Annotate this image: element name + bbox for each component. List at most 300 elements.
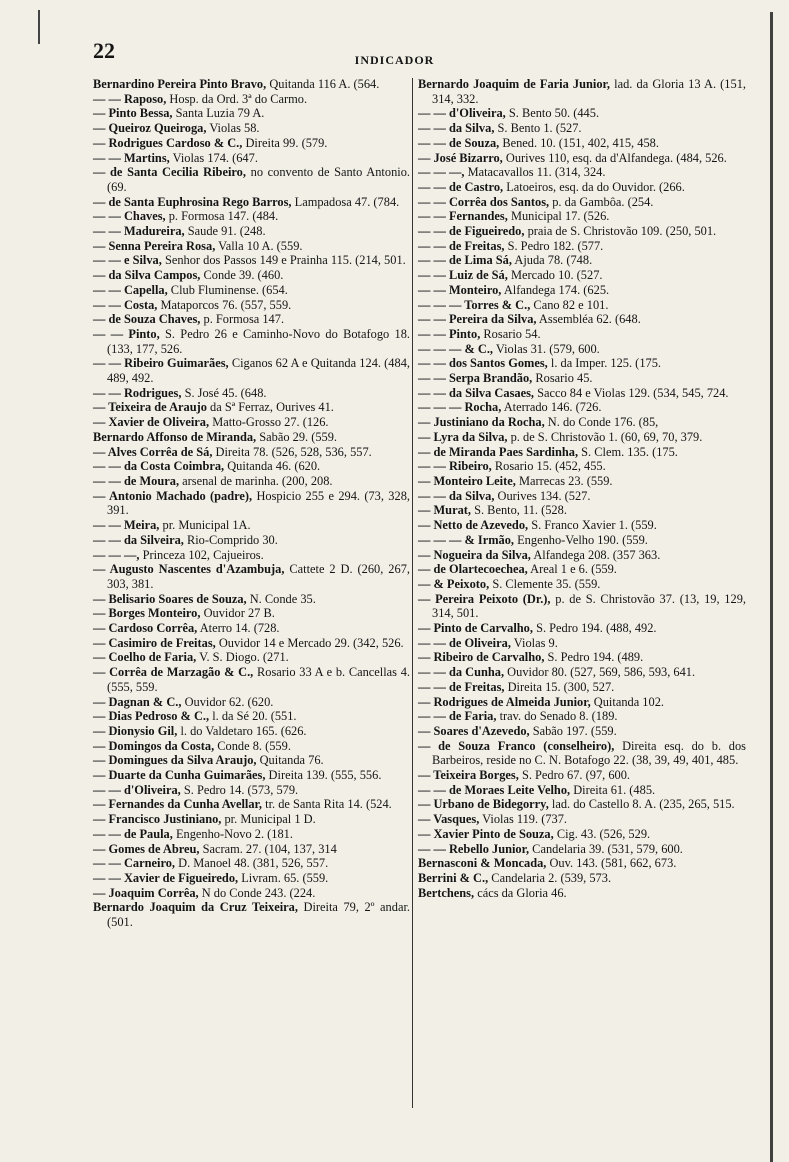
- directory-entry: [93, 327, 410, 356]
- entry-address: Bened. 10. (151, 402, 415, 458.: [499, 135, 659, 150]
- entry-address: p. Formosa 147.: [200, 312, 285, 327]
- entry-address: l. da Sé 20. (551.: [209, 709, 297, 724]
- entry-address: Matacavallos 11. (314, 324.: [464, 165, 606, 180]
- directory-entry: [418, 400, 746, 415]
- directory-entry: [93, 474, 410, 489]
- directory-entry: [418, 827, 746, 842]
- directory-entry: [418, 739, 746, 768]
- entry-name: — — de Freitas,: [418, 679, 505, 694]
- entry-name: — Pereira Peixoto (Dr.),: [418, 591, 551, 606]
- directory-entry: [93, 871, 410, 886]
- entry-address: N. do Conde 176. (85,: [544, 415, 659, 430]
- directory-entry: [93, 151, 410, 166]
- entry-name: — — de Moura,: [93, 473, 180, 488]
- entry-address: S. Bento 1. (527.: [494, 121, 582, 136]
- entry-address: Saude 91. (248.: [184, 224, 266, 239]
- directory-entry: [93, 136, 410, 151]
- directory-entry: [418, 312, 746, 327]
- directory-entry: [418, 371, 746, 386]
- entry-name: — Alves Corrêa de Sá,: [93, 444, 213, 459]
- directory-entry: [418, 636, 746, 651]
- entry-name: — — — Torres & C.,: [418, 297, 531, 312]
- directory-entry: [418, 151, 746, 166]
- entry-name: — Gomes de Abreu,: [93, 841, 200, 856]
- entry-address: Ouv. 143. (581, 662, 673.: [546, 856, 677, 871]
- directory-entry: [93, 92, 410, 107]
- directory-entry: [93, 253, 410, 268]
- entry-address: p. da Gambôa. (254.: [549, 194, 654, 209]
- entry-name: — Soares d'Azevedo,: [418, 723, 530, 738]
- directory-entry: [93, 356, 410, 385]
- entry-name: Bertchens,: [418, 885, 475, 900]
- entry-name: — Corrêa de Marzagão & C.,: [93, 665, 254, 680]
- entry-address: Sacram. 27. (104, 137, 314: [199, 841, 337, 856]
- entry-address: Violas 119. (737.: [479, 812, 568, 827]
- entry-address: Violas 31. (579, 600.: [493, 341, 600, 356]
- directory-entry: [93, 827, 410, 842]
- entry-address: Direita 15. (300, 527.: [504, 679, 615, 694]
- directory-entry: [418, 797, 746, 812]
- entry-address: p. de S. Christovão 37. (13, 19, 129, 314, 501.: [432, 591, 746, 621]
- directory-entry: [93, 489, 410, 518]
- entry-name: — Coelho de Faria,: [93, 650, 197, 665]
- directory-entry: [418, 503, 746, 518]
- entry-address: Candelaria 39. (531, 579, 600.: [529, 841, 683, 856]
- directory-entry: [418, 298, 746, 313]
- page-edge-rule: [770, 12, 773, 1162]
- entry-name: — Monteiro Leite,: [418, 473, 516, 488]
- entry-name: — Justiniano da Rocha,: [418, 415, 545, 430]
- directory-entry: [93, 77, 410, 92]
- entry-name: — Xavier de Oliveira,: [93, 415, 210, 430]
- directory-entry: [93, 650, 410, 665]
- entry-name: — — — Rocha,: [418, 400, 502, 415]
- directory-entry: [93, 606, 410, 621]
- entry-name: — Teixeira de Araujo: [93, 400, 207, 415]
- entry-address: lad. do Castello 8. A. (235, 265, 515.: [548, 797, 735, 812]
- directory-entry: [418, 724, 746, 739]
- directory-entry: [418, 209, 746, 224]
- directory-entry: [418, 665, 746, 680]
- entry-address: S. Clemente 35. (559.: [489, 576, 601, 591]
- entry-address: Candelaria 2. (539, 573.: [488, 870, 612, 885]
- entry-name: — — da Silva Casaes,: [418, 385, 535, 400]
- entry-name: — Borges Monteiro,: [93, 606, 201, 621]
- entry-name: — Belisario Soares de Souza,: [93, 591, 247, 606]
- entry-name: — — de Lima Sá,: [418, 253, 512, 268]
- directory-entry: [418, 812, 746, 827]
- directory-entry: [93, 592, 410, 607]
- directory-entry: [418, 680, 746, 695]
- entry-name: — Duarte da Cunha Guimarães,: [93, 768, 266, 783]
- entry-address: S. Pedro 14. (573, 579.: [180, 782, 299, 797]
- directory-entry: [93, 548, 410, 563]
- entry-address: Direita 139. (555, 556.: [265, 768, 382, 783]
- directory-entry: [418, 342, 746, 357]
- directory-entry: [93, 121, 410, 136]
- directory-entry: [93, 415, 410, 430]
- entry-address: Livram. 65. (559.: [238, 870, 329, 885]
- directory-entry: [418, 709, 746, 724]
- directory-entry: [93, 386, 410, 401]
- directory-entry: [93, 400, 410, 415]
- entry-name: — de Souza Chaves,: [93, 312, 201, 327]
- entry-name: — — de Freitas,: [418, 238, 505, 253]
- directory-entry: [93, 445, 410, 460]
- entry-name: — — da Silva,: [418, 121, 495, 136]
- directory-entry: [418, 283, 746, 298]
- entry-name: — Domingos da Costa,: [93, 738, 215, 753]
- entry-address: pr. Municipal 1A.: [159, 518, 251, 533]
- entry-name: — — Monteiro,: [418, 282, 502, 297]
- entry-name: — — —,: [93, 547, 140, 562]
- entry-address: Latoeiros, esq. da do Ouvidor. (266.: [503, 179, 685, 194]
- entry-address: N. Conde 35.: [246, 591, 316, 606]
- directory-entry: [418, 518, 746, 533]
- entry-address: Municipal 17. (526.: [507, 209, 610, 224]
- entry-name: — Francisco Justiniano,: [93, 812, 222, 827]
- entry-address: trav. do Senado 8. (189.: [496, 709, 618, 724]
- entry-name: Bernardo Affonso de Miranda,: [93, 429, 257, 444]
- entry-address: S. Franco Xavier 1. (559.: [528, 518, 657, 533]
- directory-entry: [93, 797, 410, 812]
- entry-name: — — —,: [418, 165, 465, 180]
- entry-name: — Vasques,: [418, 812, 480, 827]
- directory-entry: [418, 695, 746, 710]
- directory-entry: [418, 121, 746, 136]
- entry-address: Hosp. da Ord. 3ª do Carmo.: [166, 91, 308, 106]
- entry-address: Engenho-Velho 190. (559.: [514, 532, 648, 547]
- directory-entry: [93, 783, 410, 798]
- entry-address: Alfandega 208. (357 363.: [530, 547, 661, 562]
- entry-address: Ouvidor 80. (527, 569, 586, 593, 641.: [504, 665, 696, 680]
- entry-name: Bernardo Joaquim de Faria Junior,: [418, 77, 610, 91]
- entry-name: — Casimiro de Freitas,: [93, 635, 216, 650]
- entry-address: Direita 78. (526, 528, 536, 557.: [212, 444, 372, 459]
- entry-name: — — Carneiro,: [93, 856, 176, 871]
- entry-name: — — Pereira da Silva,: [418, 312, 537, 327]
- entry-name: — — d'Oliveira,: [93, 782, 181, 797]
- entry-name: — Ribeiro de Carvalho,: [418, 650, 545, 665]
- entry-name: — Augusto Nascentes d'Azambuja,: [93, 562, 285, 577]
- entry-address: S. Bento, 11. (528.: [471, 503, 567, 518]
- entry-address: Sacco 84 e Violas 129. (534, 545, 724.: [534, 385, 729, 400]
- directory-entry: [93, 812, 410, 827]
- entry-name: — — Costa,: [93, 297, 158, 312]
- directory-entry: [418, 886, 746, 901]
- entry-address: Cattete 2 D. (260, 267, 303, 381.: [107, 562, 410, 591]
- entry-address: Sabão 197. (559.: [529, 723, 617, 738]
- margin-mark: [38, 10, 40, 44]
- entry-name: — — Ribeiro,: [418, 459, 492, 474]
- entry-address: Violas 9.: [510, 635, 558, 650]
- directory-entry: [93, 239, 410, 254]
- entry-address: Sabão 29. (559.: [256, 429, 338, 444]
- entry-address: p. de S. Christovão 1. (60, 69, 70, 379.: [507, 429, 703, 444]
- directory-entry: [93, 856, 410, 871]
- directory-entry: [418, 77, 746, 106]
- entry-address: S. Bento 50. (445.: [505, 106, 600, 121]
- entry-address: Ourives 134. (527.: [494, 488, 591, 503]
- entry-name: — — de Castro,: [418, 179, 504, 194]
- entry-address: Rosario 15. (452, 455.: [491, 459, 606, 474]
- entry-address: N do Conde 243. (224.: [198, 885, 316, 900]
- entry-address: Conde 8. (559.: [214, 738, 291, 753]
- entry-name: — — — & C.,: [418, 341, 494, 356]
- directory-entry: [418, 445, 746, 460]
- entry-name: — Pinto de Carvalho,: [418, 621, 533, 636]
- directory-entry: [93, 195, 410, 210]
- directory-entry: [418, 327, 746, 342]
- entry-name: — — Martins,: [93, 150, 170, 165]
- entry-name: — — da Silveira,: [93, 532, 184, 547]
- entry-name: — — Fernandes,: [418, 209, 508, 224]
- directory-entry: [93, 430, 410, 445]
- directory-entry: [93, 739, 410, 754]
- entry-address: Rosario 54.: [480, 326, 541, 341]
- entry-address: Ouvidor 14 e Mercado 29. (342, 526.: [215, 635, 404, 650]
- directory-entry: [93, 165, 410, 194]
- directory-entry: [418, 106, 746, 121]
- entry-name: — — Serpa Brandão,: [418, 371, 533, 386]
- entry-address: Rosario 33 A e b. Cancellas 4. (555, 559.: [107, 665, 411, 694]
- entry-address: da Sª Ferraz, Ourives 41.: [206, 400, 334, 415]
- entry-address: S. Pedro 194. (489.: [544, 650, 644, 665]
- entry-name: — Nogueira da Silva,: [418, 547, 531, 562]
- entry-address: Direita 79, 2º andar. (501.: [107, 900, 410, 930]
- entry-address: cács da Gloria 46.: [474, 885, 567, 900]
- entry-address: Mercado 10. (527.: [507, 268, 603, 283]
- directory-entry: [418, 856, 746, 871]
- entry-name: — Urbano de Bidegorry,: [418, 797, 549, 812]
- entry-address: Quitanda 102.: [590, 694, 664, 709]
- entry-address: lad. da Gloria 13 A. (151, 314, 332.: [432, 77, 746, 106]
- entry-address: Marrecas 23. (559.: [515, 473, 613, 488]
- directory-entry: [418, 783, 746, 798]
- entry-name: — Xavier Pinto de Souza,: [418, 826, 554, 841]
- entry-address: Cig. 43. (526, 529.: [553, 826, 651, 841]
- entry-address: Rosario 45.: [532, 371, 593, 386]
- entry-address: S. Pedro 67. (97, 600.: [518, 768, 631, 783]
- entry-address: pr. Municipal 1 D.: [221, 812, 316, 827]
- directory-entry: [93, 886, 410, 901]
- entry-address: Violas 174. (647.: [169, 150, 258, 165]
- entry-address: Engenho-Novo 2. (181.: [172, 826, 293, 841]
- entry-name: — — da Cunha,: [418, 665, 505, 680]
- directory-entry: [93, 768, 410, 783]
- entry-name: — — d'Oliveira,: [418, 106, 506, 121]
- entry-address: Rio-Comprido 30.: [183, 532, 278, 547]
- directory-entry: [93, 636, 410, 651]
- entry-address: Direita esq. do b. dos Barbeiros, reside no C. N. Botafogo 22. (38, 39, 49, 401, 485.: [432, 738, 747, 768]
- entry-address: Quitanda 76.: [256, 753, 324, 768]
- entry-address: Direita 61. (485.: [570, 782, 656, 797]
- entry-address: tr. de Santa Rita 14. (524.: [262, 797, 392, 812]
- entry-name: — Fernandes da Cunha Avellar,: [93, 797, 263, 812]
- directory-entry: [93, 209, 410, 224]
- entry-address: Ouvidor 62. (620.: [181, 694, 274, 709]
- entry-name: — — de Oliveira,: [418, 635, 511, 650]
- entry-address: Hospicio 255 e 294. (73, 328, 391.: [107, 488, 410, 518]
- entry-name: — — de Souza,: [418, 135, 500, 150]
- entry-address: Princeza 102, Cajueiros.: [139, 547, 264, 562]
- page-number: 22: [93, 38, 115, 63]
- entry-address: Ajuda 78. (748.: [511, 253, 593, 268]
- entry-address: S. José 45. (648.: [181, 385, 267, 400]
- entry-name: — de Santa Cecilia Ribeiro,: [93, 165, 246, 180]
- entry-name: — — de Paula,: [93, 826, 173, 841]
- directory-entry: [418, 180, 746, 195]
- directory-entry: [93, 724, 410, 739]
- entry-name: — Teixeira Borges,: [418, 768, 519, 783]
- entry-address: Senhor dos Passos 149 e Prainha 115. (214, 501.: [161, 253, 406, 268]
- directory-entry: [418, 548, 746, 563]
- entry-address: no convento de Santo Antonio. (69.: [107, 165, 410, 194]
- directory-entry: [93, 312, 410, 327]
- entry-address: Ouvidor 27 B.: [200, 606, 275, 621]
- directory-entry: [418, 136, 746, 151]
- entry-name: — & Peixoto,: [418, 576, 490, 591]
- entry-address: Conde 39. (460.: [200, 268, 284, 283]
- entry-name: — de Souza Franco (conselheiro),: [418, 738, 615, 753]
- entry-address: Cano 82 e 101.: [530, 297, 609, 312]
- directory-entry: [418, 768, 746, 783]
- directory-entry: [93, 459, 410, 474]
- directory-entry: [418, 871, 746, 886]
- directory-entry: [93, 753, 410, 768]
- entry-address: Santa Luzia 79 A.: [172, 106, 265, 121]
- entry-name: — — Xavier de Figueiredo,: [93, 870, 239, 885]
- directory-entry: [93, 224, 410, 239]
- directory-entry: [93, 562, 410, 591]
- entry-address: Mataporcos 76. (557, 559.: [157, 297, 292, 312]
- directory-entry: [418, 533, 746, 548]
- entry-name: — Senna Pereira Rosa,: [93, 238, 216, 253]
- entry-name: — Rodrigues de Almeida Junior,: [418, 694, 591, 709]
- directory-entry: [418, 650, 746, 665]
- directory-entry: [418, 842, 746, 857]
- directory-entry: [418, 386, 746, 401]
- entry-address: p. Formosa 147. (484.: [165, 209, 279, 224]
- entry-address: l. da Imper. 125. (175.: [547, 356, 661, 371]
- entry-address: S. Pedro 26 e Caminho-Novo do Botafogo 18. (133, 177, 526.: [107, 326, 410, 356]
- entry-name: — — da Costa Coimbra,: [93, 459, 225, 474]
- directory-entry: [418, 224, 746, 239]
- entry-address: Direita 99. (579.: [242, 135, 328, 150]
- directory-entry: [93, 283, 410, 298]
- entry-address: Lampadosa 47. (784.: [291, 194, 400, 209]
- entry-name: — — da Silva,: [418, 488, 495, 503]
- directory-entry: [418, 592, 746, 621]
- entry-name: — Lyra da Silva,: [418, 429, 508, 444]
- entry-name: — — Chaves,: [93, 209, 166, 224]
- directory-entry: [93, 106, 410, 121]
- entry-name: — — — & Irmão,: [418, 532, 515, 547]
- entry-address: Violas 58.: [206, 121, 260, 136]
- entry-address: Areal 1 e 6. (559.: [527, 562, 617, 577]
- entry-address: S. Clem. 135. (175.: [578, 444, 678, 459]
- entry-name: — — Rodrigues,: [93, 385, 182, 400]
- entry-name: — Queiroz Queiroga,: [93, 121, 207, 136]
- entry-address: Aterro 14. (728.: [197, 621, 280, 636]
- directory-entry: [418, 268, 746, 283]
- entry-name: — Rodrigues Cardoso & C.,: [93, 135, 243, 150]
- entry-name: Berrini & C.,: [418, 870, 489, 885]
- entry-name: Bernardino Pereira Pinto Bravo,: [93, 77, 267, 91]
- entry-name: — Cardoso Corrêa,: [93, 621, 198, 636]
- entry-name: Bernasconi & Moncada,: [418, 856, 547, 871]
- directory-entry: [93, 695, 410, 710]
- entry-name: — — dos Santos Gomes,: [418, 356, 548, 371]
- left-column: [93, 77, 410, 930]
- entry-name: — — de Faria,: [418, 709, 497, 724]
- entry-name: — de Santa Euphrosina Rego Barros,: [93, 194, 292, 209]
- directory-entry: [93, 842, 410, 857]
- entry-name: — Antonio Machado (padre),: [93, 488, 253, 503]
- directory-entry: [93, 268, 410, 283]
- directory-entry: [418, 489, 746, 504]
- directory-entry: [418, 430, 746, 445]
- entry-address: l. do Valdetaro 165. (626.: [177, 723, 307, 738]
- directory-entry: [418, 562, 746, 577]
- entry-name: — Dionysio Gil,: [93, 723, 178, 738]
- entry-name: — Joaquim Corrêa,: [93, 885, 199, 900]
- entry-address: Quitanda 46. (620.: [224, 459, 321, 474]
- entry-address: D. Manoel 48. (381, 526, 557.: [175, 856, 329, 871]
- entry-address: S. Pedro 194. (488, 492.: [532, 621, 657, 636]
- directory-entry: [93, 533, 410, 548]
- entry-name: — — Madureira,: [93, 224, 185, 239]
- entry-name: — — Capella,: [93, 282, 168, 297]
- entry-address: praia de S. Christovão 109. (250, 501.: [524, 224, 717, 239]
- entry-address: Quitanda 116 A. (564.: [266, 77, 380, 91]
- entry-name: — da Silva Campos,: [93, 268, 201, 283]
- entry-address: Aterrado 146. (726.: [501, 400, 602, 415]
- directory-entry: [418, 356, 746, 371]
- entry-address: arsenal de marinha. (200, 208.: [179, 473, 333, 488]
- entry-name: — José Bizarro,: [418, 150, 503, 165]
- directory-entry: [418, 239, 746, 254]
- entry-address: Ciganos 62 A e Quitanda 124. (484, 489, 492.: [107, 356, 410, 386]
- entry-address: Valla 10 A. (559.: [215, 238, 303, 253]
- directory-entry: [418, 253, 746, 268]
- entry-name: — Pinto Bessa,: [93, 106, 173, 121]
- directory-entry: [93, 621, 410, 636]
- directory-entry: [93, 900, 410, 929]
- entry-name: — — Pinto,: [93, 326, 160, 341]
- entry-name: — de Olartecoechea,: [418, 562, 528, 577]
- entry-address: Alfandega 174. (625.: [501, 282, 610, 297]
- entry-name: — — de Figueiredo,: [418, 224, 525, 239]
- entry-name: — Dias Pedroso & C.,: [93, 709, 210, 724]
- directory-entry: [418, 415, 746, 430]
- directory-entry: [418, 577, 746, 592]
- entry-name: — Dagnan & C.,: [93, 694, 182, 709]
- directory-entry: [418, 621, 746, 636]
- entry-name: Bernardo Joaquim da Cruz Teixeira,: [93, 900, 298, 915]
- entry-name: — — Ribeiro Guimarães,: [93, 356, 229, 371]
- directory-entry: [93, 518, 410, 533]
- entry-address: Club Fluminense. (654.: [167, 282, 288, 297]
- entry-name: — — e Silva,: [93, 253, 162, 268]
- directory-entry: [93, 298, 410, 313]
- entry-address: V. S. Diogo. (271.: [196, 650, 289, 665]
- entry-name: — de Miranda Paes Sardinha,: [418, 444, 579, 459]
- directory-entry: [93, 709, 410, 724]
- entry-name: — Murat,: [418, 503, 471, 518]
- entry-name: — — Pinto,: [418, 326, 481, 341]
- entry-name: — Netto de Azevedo,: [418, 518, 529, 533]
